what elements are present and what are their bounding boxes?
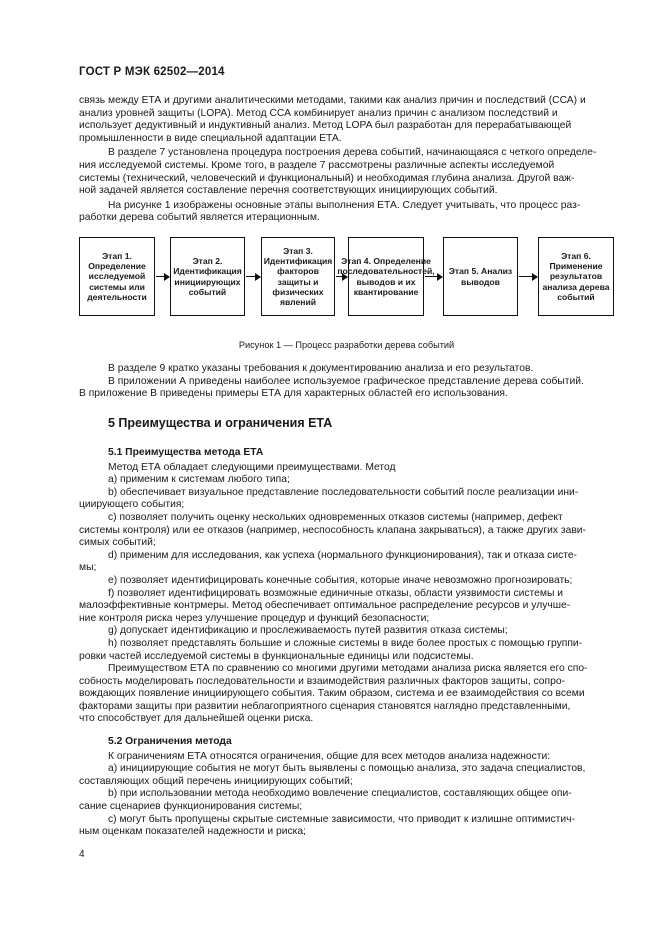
text-line: Преимуществом ЕТА по сравнению со многими другими методами анализа риска является его спо-	[108, 663, 588, 675]
arrow-icon	[425, 276, 442, 277]
arrow-icon	[519, 276, 537, 277]
after-figure-text	[79, 363, 614, 401]
text-line: связь между ЕТА и другими аналитическими методами, такими как анализ причин и последствий (ССА) и	[79, 95, 586, 106]
subsection-5-1	[79, 447, 614, 726]
text-line: составляющих общий перечень инициирующих событий;	[79, 775, 353, 787]
arrow-icon	[246, 276, 260, 277]
stage-5-box: Этап 5. Анализ выводов	[443, 237, 518, 316]
text-line: что способствует для дальнейшей оценки риска.	[79, 713, 314, 725]
text-line: собность моделировать последовательности и взаимодействия различных факторов защиты, сопро-	[79, 675, 565, 687]
page-header-doc-code: ГОСТ Р МЭК 62502—2014	[79, 66, 225, 78]
text-line: сание сценариев функционирования системы;	[79, 800, 303, 812]
text-line: системы контроля) или ее отказов (например, неспособность клапана закрываться), а также других зави-	[79, 524, 586, 536]
text-line: Метод ЕТА обладает следующими преимуществами. Метод	[108, 461, 396, 473]
subsection-heading: 5.2 Ограничения метода	[108, 736, 232, 747]
page-number: 4	[79, 849, 85, 860]
list-item: f) позволяет идентифицировать возможные единичные отказы, области уязвимости системы и	[108, 587, 563, 599]
text-line: системы (технический, человеческий и функциональный) и необходимая глубина анализа. Другой важ-	[79, 172, 575, 184]
process-flow-diagram	[79, 237, 614, 317]
list-item: b) обеспечивает визуальное представление последовательности событий после реализации ини-	[108, 486, 579, 498]
figure-caption: Рисунок 1 — Процесс разработки дерева событий	[238, 340, 455, 350]
list-item: а) применим к системам любого типа;	[108, 474, 290, 486]
text-line: анализ уровней защиты (LOPA). Метод ССА комбинирует анализ причин с анализом последствий и	[79, 107, 558, 119]
stage-1-box: Этап 1. Определение исследуемой системы или деятельности	[79, 237, 155, 316]
text-line: циирующего события;	[79, 499, 185, 511]
section-5	[79, 417, 614, 430]
text-line: симых событий;	[79, 537, 156, 549]
text-line: работки дерева событий является итерационным.	[79, 212, 320, 224]
text-line: ния исследуемой системы. Кроме того, в разделе 7 рассмотрены различные аспекты исследуемой	[79, 159, 555, 171]
text-line: факторами защиты при развитии неблагоприятного сценария становятся наглядно представленными,	[79, 700, 571, 712]
text-line: мы;	[79, 562, 97, 574]
text-line: В разделе 7 установлена процедура построения дерева событий, начинающаяся с четкого определе-	[108, 147, 597, 159]
list-item: h) позволяет представлять большие и сложные системы в виде более простых с помощью группи-	[108, 637, 583, 649]
intro-text	[79, 95, 614, 225]
list-item: b) при использовании метода необходимо вовлечение специалистов, составляющих общее опи-	[108, 788, 572, 800]
list-item: g) допускает идентификацию и прослеживаемость путей развития отказа системы;	[108, 625, 508, 637]
text-line: В разделе 9 кратко указаны требования к документированию анализа и его результатов.	[108, 363, 534, 374]
list-item: а) инициирующие события не могут быть выявлены с помощью анализа, это задача специалистов,	[108, 763, 586, 775]
text-line: В приложении А приведены наиболее используемое графическое представление дерева событий.	[108, 375, 584, 387]
list-item: d) применим для исследования, как успеха (нормального функционирования), так и отказа систе-	[108, 549, 577, 561]
stage-4-box: Этап 4. Определение последовательностей, выводов и их квантирование	[348, 237, 424, 316]
text-line: использует дедуктивный и индуктивный анализ. Метод LOPA был разработан для перерабатывающей	[79, 120, 572, 132]
text-line: промышленности в виде специальной адаптации ЕТА.	[79, 132, 342, 144]
arrow-icon	[156, 276, 169, 277]
text-line: ной задачей является составление перечня соответствующих инициирующих событий.	[79, 185, 498, 197]
text-line: ние контроля риска через улучшение процедур и функций безопасности;	[79, 612, 430, 624]
text-line: На рисунке 1 изображены основные этапы выполнения ЕТА. Следует учитывать, что процесс раз-	[108, 199, 581, 211]
text-line: вождающих появление инициирующего события. Таким образом, система и ее взаимодействия со всеми	[79, 688, 585, 700]
list-item: с) могут быть пропущены скрытые системные зависимости, что приводит к излишне оптимистич-	[108, 813, 575, 825]
text-line: К ограничениям ЕТА относятся ограничения, общие для всех методов анализа надежности:	[108, 750, 551, 762]
stage-3-box: Этап 3. Идентификация факторов защиты и физических явлений	[261, 237, 335, 316]
subsection-heading: 5.1 Преимущества метода ЕТА	[108, 447, 264, 458]
text-line: ным оценкам показателей надежности и риска;	[79, 826, 306, 838]
text-line: В приложение В приведены примеры ЕТА для характерных областей его использования.	[79, 388, 508, 400]
text-line: малоэффективные контрмеры. Метод обеспечивает оптимальное распределение ресурсов и улучше-	[79, 600, 571, 612]
subsection-5-2	[79, 736, 614, 839]
list-item: е) позволяет идентифицировать конечные события, которые иначе невозможно прогнозировать;	[108, 574, 573, 586]
stage-2-box: Этап 2. Идентификация инициирующих событий	[170, 237, 245, 316]
list-item: с) позволяет получить оценку нескольких одновременных отказов системы (например, дефект	[108, 511, 563, 523]
text-line: ровки частей исследуемой системы в функциональные единицы или подсистемы.	[79, 650, 474, 662]
stage-6-box: Этап 6. Применение результатов анализа дерева событий	[538, 237, 614, 316]
section-heading: 5 Преимущества и ограничения ЕТА	[108, 416, 333, 430]
